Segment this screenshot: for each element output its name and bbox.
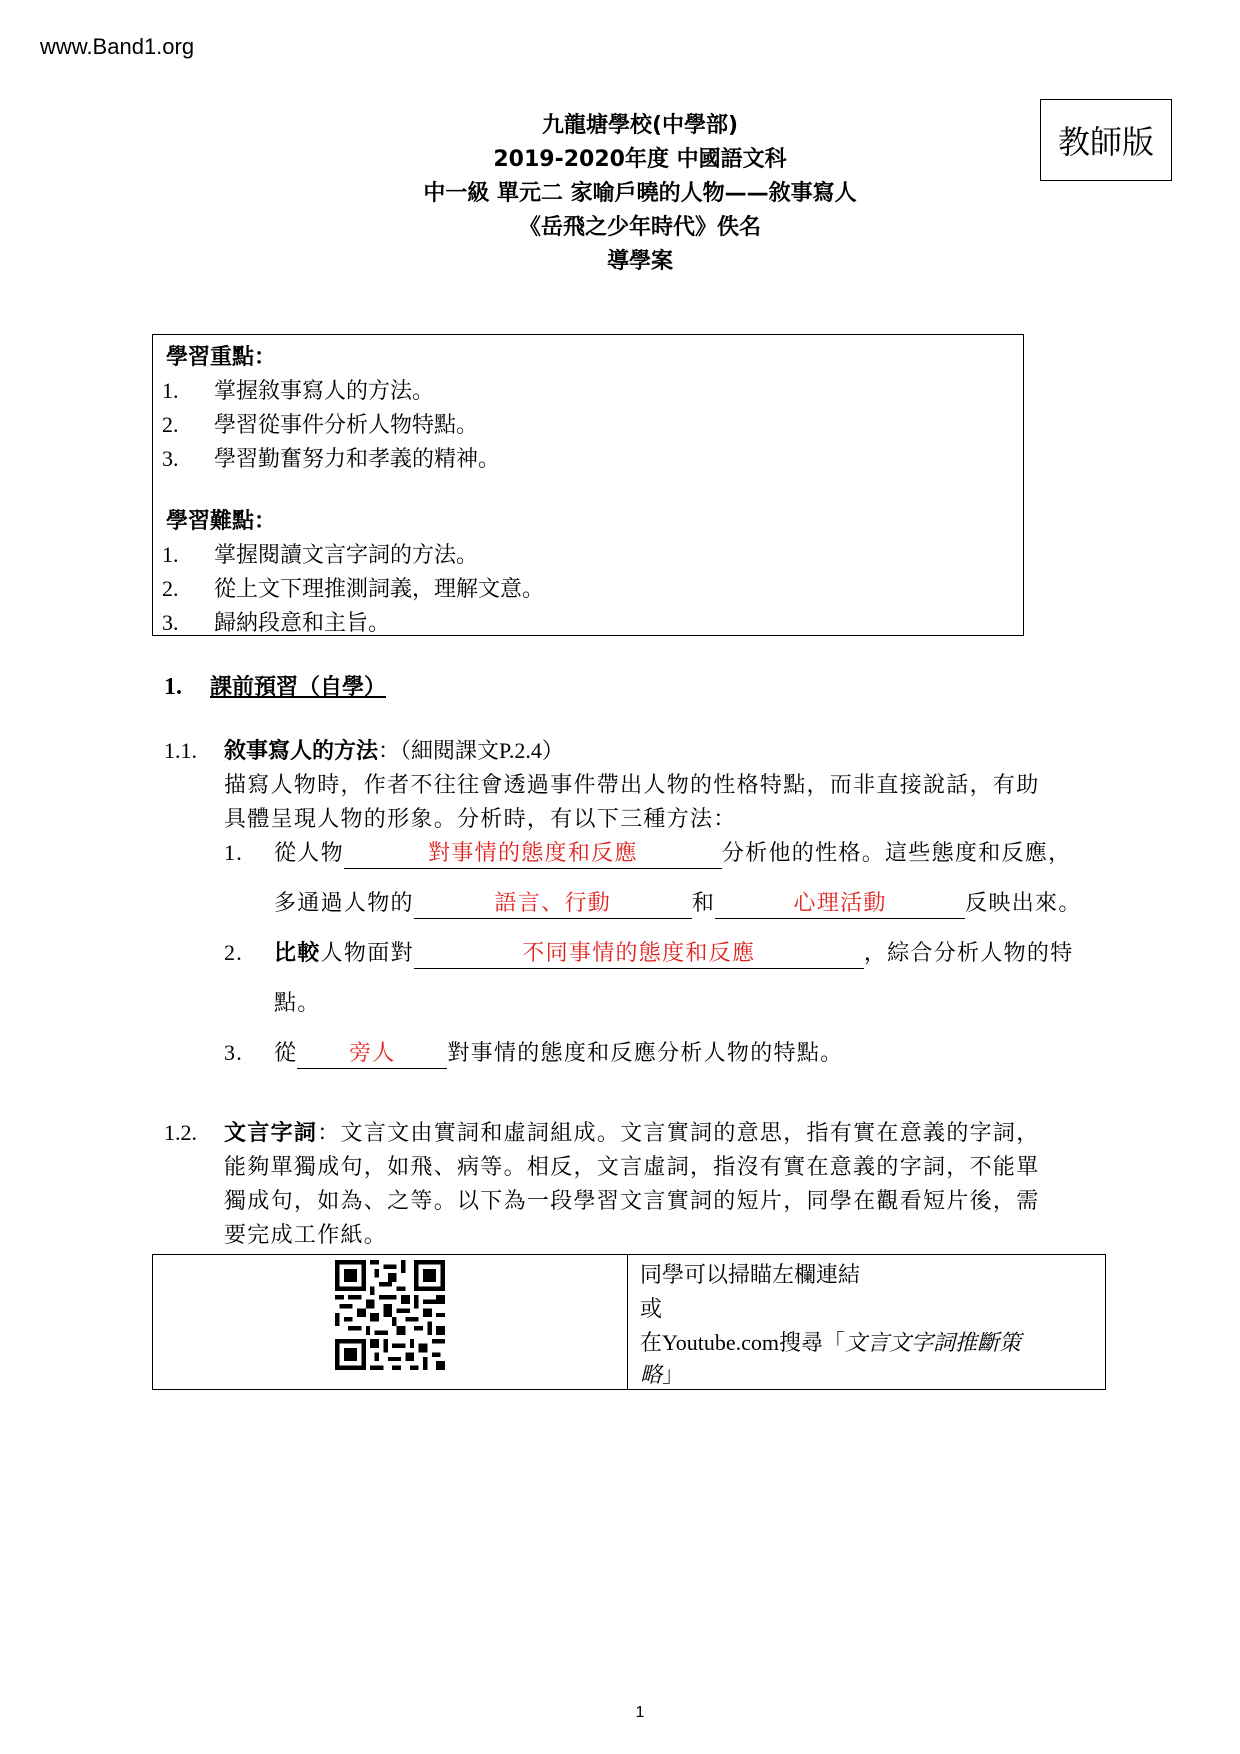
item-number: 1. (162, 542, 179, 567)
page-number: 1 (635, 1704, 645, 1721)
item-text: 歸納段意和主旨。 (214, 611, 391, 636)
focus-item (162, 442, 500, 476)
paragraph-line: 能夠單獨成句，如飛、病等。相反，文言虛詞，指沒有實在意義的字詞，不能單 (224, 1155, 1040, 1180)
focus-heading: 學習重點： (166, 345, 277, 370)
text: 分析他的性格。這些態度和反應， (721, 841, 1072, 866)
text: 和 (691, 891, 716, 916)
item-number: 2. (162, 412, 179, 437)
qr-code-icon[interactable] (335, 1260, 445, 1370)
text: 在 (640, 1331, 663, 1356)
difficulty-item (162, 572, 544, 606)
school-name: 九龍塘學校(中學部) (541, 113, 739, 138)
answer-blank[interactable]: 心理活動 (715, 890, 965, 919)
colon: ： (378, 739, 401, 764)
item-number: 3. (162, 610, 179, 635)
text: ，綜合分析人物的特 (863, 941, 1074, 966)
answer-blank[interactable]: 旁人 (297, 1040, 447, 1069)
subsection-number: 1.1. (164, 738, 197, 763)
answer-blank[interactable]: 語言、行動 (414, 890, 692, 919)
difficulty-item (162, 538, 544, 572)
text: 從 (274, 1041, 298, 1066)
qr-instruction-search (640, 1326, 1021, 1357)
text: 人物面對 (320, 941, 414, 966)
item-text: 學習勤奮努力和孝義的精神。 (214, 447, 501, 472)
item-number: 1. (162, 378, 179, 403)
method-number: 3. (224, 1040, 244, 1065)
keyword: 比較 (274, 941, 321, 966)
answer-blank[interactable]: 不同事情的態度和反應 (414, 940, 864, 969)
focus-list (162, 374, 500, 476)
subsection-title: 文言字詞 (224, 1121, 318, 1146)
section-1-heading (164, 670, 386, 701)
paragraph-line: 獨成句，如為、之等。以下為一段學習文言實詞的短片，同學在觀看短片後，需 (224, 1189, 1040, 1214)
teacher-version-badge: 教師版 (1040, 99, 1172, 181)
item-number: 3. (162, 446, 179, 471)
difficulty-list (162, 538, 544, 640)
doc-type: 導學案 (606, 249, 673, 274)
text: 從人物 (274, 841, 344, 866)
text: 」 (662, 1363, 685, 1388)
difficulty-item (162, 606, 544, 640)
paragraph-line: 描寫人物時，作者不往往會透過事件帶出人物的性格特點，而非直接說話，有助 (224, 773, 1040, 798)
youtube-link[interactable]: Youtube.com (662, 1330, 779, 1355)
qr-instruction-or: 或 (640, 1297, 663, 1322)
item-text: 從上文下理推測詞義，理解文意。 (214, 577, 545, 602)
search-term: 略 (640, 1363, 663, 1388)
text: 反映出來。 (965, 891, 1082, 916)
method-number: 2. (224, 940, 244, 965)
method-1-line-1 (224, 836, 1071, 869)
section-title: 課前預習（自學） (210, 675, 387, 700)
text: 多通過人物的 (274, 891, 414, 916)
year-subject: 2019-2020年度 中國語文科 (493, 147, 787, 172)
search-term: 文言文字詞推斷策 (844, 1331, 1021, 1356)
method-2-line-2: 點。 (274, 991, 321, 1016)
item-text: 掌握閱讀文言字詞的方法。 (214, 543, 479, 568)
text: 搜尋「 (778, 1331, 845, 1356)
subsection-number: 1.2. (164, 1120, 197, 1145)
subsection-1-2-heading (164, 1116, 1040, 1147)
method-3-line (224, 1036, 843, 1069)
textbook-reference: （細閱課文P.2.4） (400, 738, 564, 763)
section-number: 1. (164, 674, 182, 700)
text: 對事情的態度和反應分析人物的特點。 (447, 1041, 844, 1066)
method-2-line-1 (224, 936, 1074, 969)
paragraph-text: 文言文由實詞和虛詞組成。文言實詞的意思，指有實在意義的字詞， (340, 1121, 1040, 1146)
lesson-title: 《岳飛之少年時代》佚名 (518, 215, 761, 240)
table-divider (627, 1254, 628, 1390)
focus-item (162, 408, 500, 442)
item-text: 掌握敘事寫人的方法。 (214, 379, 435, 404)
method-number: 1. (224, 840, 244, 865)
paragraph-line: 要完成工作紙。 (224, 1223, 388, 1248)
unit-title: 中一級 單元二 家喻戶曉的人物——敘事寫人 (423, 181, 857, 206)
answer-blank[interactable]: 對事情的態度和反應 (344, 840, 722, 869)
difficulty-heading: 學習難點： (166, 509, 277, 534)
subsection-1-1-heading (164, 734, 564, 765)
qr-instruction-search-cont (640, 1358, 684, 1389)
method-1-line-2 (274, 886, 1082, 919)
item-number: 2. (162, 576, 179, 601)
item-text: 學習從事件分析人物特點。 (214, 413, 479, 438)
paragraph-line: 具體呈現人物的形象。分析時，有以下三種方法： (224, 807, 737, 832)
subsection-title: 敘事寫人的方法 (224, 739, 379, 764)
colon: ： (317, 1121, 341, 1146)
qr-instruction-line: 同學可以掃瞄左欄連結 (640, 1263, 861, 1288)
focus-item (162, 374, 500, 408)
qr-link-table (152, 1254, 1106, 1390)
site-url[interactable]: www.Band1.org (40, 34, 195, 59)
